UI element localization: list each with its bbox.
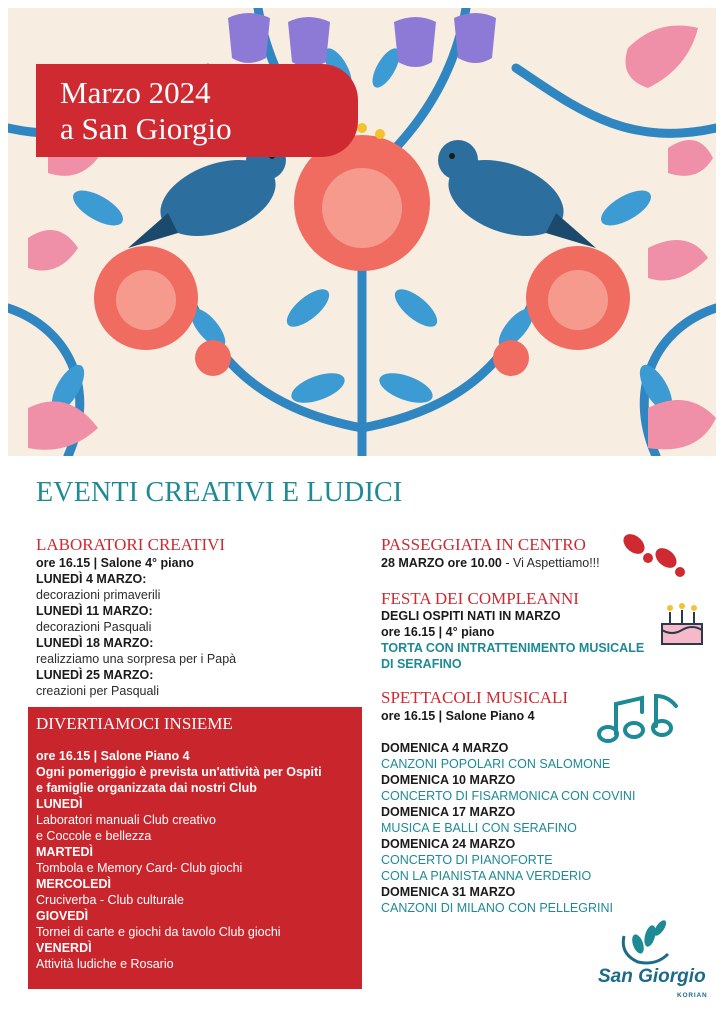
spettacoli-event-5: CANZONI DI MILANO CON PELLEGRINI — [381, 901, 613, 915]
laboratori-title: LABORATORI CREATIVI — [36, 535, 226, 554]
day-lunedi-line-1: Laboratori manuali Club creativo — [36, 813, 216, 827]
day-martedi: MARTEDÌ — [36, 845, 93, 859]
title-banner — [36, 64, 358, 157]
laboratori-day-1: LUNEDÌ 4 MARZO: — [36, 572, 147, 586]
logo-name: San Giorgio — [598, 966, 706, 987]
divertiamoci-time: ore 16.15 | Salone Piano 4 — [36, 749, 190, 763]
compleanni-title: FESTA DEI COMPLEANNI — [381, 589, 579, 608]
laboratori-day-2: LUNEDÌ 11 MARZO: — [36, 604, 153, 618]
divertiamoci-intro-2: e famiglie organizzata dai nostri Club — [36, 781, 257, 795]
laboratori-desc-2: decorazioni Pasquali — [36, 620, 152, 634]
day-lunedi-line-2: e Coccole e bellezza — [36, 829, 152, 843]
spettacoli-day-5: DOMENICA 31 MARZO — [381, 885, 516, 899]
day-giovedi: GIOVEDÌ — [36, 909, 89, 923]
laboratori-desc-1: decorazioni primaverili — [36, 588, 161, 602]
day-venerdi: VENERDÌ — [36, 941, 92, 955]
day-venerdi-line-1: Attività ludiche e Rosario — [36, 957, 174, 971]
spettacoli-event-3: MUSICA E BALLI CON SERAFINO — [381, 821, 577, 835]
day-martedi-line-1: Tombola e Memory Card- Club giochi — [36, 861, 243, 875]
day-giovedi-line-1: Tornei di carte e giochi da tavolo Club giochi — [36, 925, 281, 939]
logo-sub: KORIAN — [677, 992, 708, 999]
spettacoli-time: ore 16.15 | Salone Piano 4 — [381, 709, 535, 723]
footprints-icon — [620, 530, 692, 580]
music-notes-icon — [596, 690, 680, 746]
day-lunedi: LUNEDÌ — [36, 797, 83, 811]
compleanni-line-1: DEGLI OSPITI NATI IN MARZO — [381, 609, 561, 623]
day-mercoledi: MERCOLEDÌ — [36, 877, 111, 891]
spettacoli-day-2: DOMENICA 10 MARZO — [381, 773, 516, 787]
spettacoli-day-4: DOMENICA 24 MARZO — [381, 837, 516, 851]
leaves-logo-icon — [616, 916, 674, 966]
title-line-2: a San Giorgio — [60, 111, 232, 146]
laboratori-desc-3: realizziamo una sorpresa per i Papà — [36, 652, 237, 666]
hero-illustration — [8, 8, 716, 456]
laboratori-day-3: LUNEDÌ 18 MARZO: — [36, 636, 154, 650]
passeggiata-when: 28 MARZO ore 10.00 - Vi Aspettiamo!!! — [381, 556, 600, 570]
divertiamoci-title: DIVERTIAMOCI INSIEME — [36, 714, 233, 733]
laboratori-time: ore 16.15 | Salone 4° piano — [36, 556, 194, 570]
spettacoli-title: SPETTACOLI MUSICALI — [381, 688, 569, 707]
birthday-cake-icon — [656, 600, 708, 650]
divertiamoci-box — [28, 707, 362, 989]
page-heading: EVENTI CREATIVI E LUDICI — [36, 477, 403, 508]
passeggiata-title: PASSEGGIATA IN CENTRO — [381, 535, 586, 554]
laboratori-desc-4: creazioni per Pasquali — [36, 684, 159, 698]
spettacoli-day-1: DOMENICA 4 MARZO — [381, 741, 509, 755]
spettacoli-event-4a: CONCERTO DI PIANOFORTE — [381, 853, 553, 867]
spettacoli-event-4b: CON LA PIANISTA ANNA VERDERIO — [381, 869, 592, 883]
compleanni-time: ore 16.15 | 4° piano — [381, 625, 495, 639]
spettacoli-day-3: DOMENICA 17 MARZO — [381, 805, 516, 819]
spettacoli-event-2: CONCERTO DI FISARMONICA CON COVINI — [381, 789, 636, 803]
day-mercoledi-line-1: Cruciverba - Club culturale — [36, 893, 184, 907]
laboratori-day-4: LUNEDÌ 25 MARZO: — [36, 668, 154, 682]
compleanni-extra-2: DI SERAFINO — [381, 657, 462, 671]
spettacoli-event-1: CANZONI POPOLARI CON SALOMONE — [381, 757, 611, 771]
compleanni-extra-1: TORTA CON INTRATTENIMENTO MUSICALE — [381, 641, 645, 655]
divertiamoci-intro-1: Ogni pomeriggio è prevista un'attività per Ospiti — [36, 765, 322, 779]
title-line-1: Marzo 2024 — [60, 75, 211, 110]
